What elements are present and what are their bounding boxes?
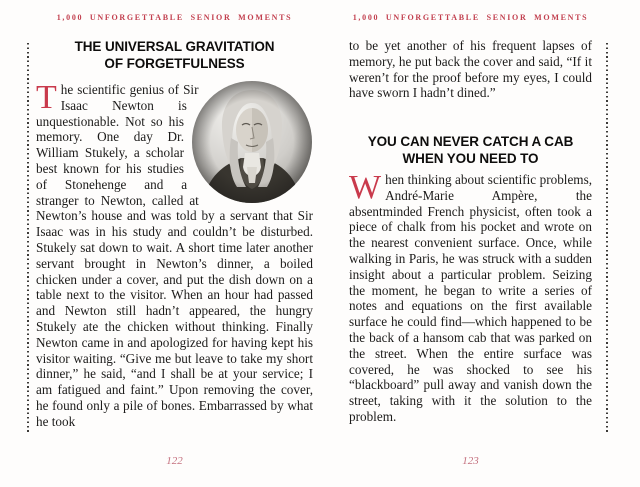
story-paragraph-right: hen thinking about scientific problems, André-Marie Ampère, the absentminded French physicist, often took a piece of chalk from his pocket and wrote on the nearest convenient surface. Once, while walking in Paris, he was struck with a sudden insight about a particular problem. Seizing the moment, he began to write a series of notes and equations on the first available surface he could find—which happened to be the back of a hansom cab that was parked on the street. When the entire surface was covered, he was shocked to see his “blackboard” pull away and vanish down the street, taking with it the solution to the problem. (349, 172, 592, 424)
right-page-edge-dotted-rule (606, 43, 608, 432)
left-page-edge-dotted-rule (27, 43, 29, 432)
story-body-right (349, 169, 592, 425)
continuation-paragraph: to be yet another of his frequent lapses of memory, he put back the cover and said, “If it weren’t for the proof before my eyes, I could have sworn I hadn’t dined.” (349, 38, 592, 101)
story-paragraph-left: he scientific genius of Sir Isaac Newton is unquestionable. Not so his memory. One day Dr. William Stukely, a scholar best known for his studies of Stonehenge and a stranger to Newton, called at Newton’s house and was told by a servant that Sir Isaac was in his study and couldn’t be disturbed. Stukely sat down to wait. A short time later another servant brought in Newton’s dinner, a boiled chicken under a cover, and put the dish down on a table next to the visitor. When an hour had passed and Newton still hadn’t appeared, the hungry Stukely ate the chicken without thinking. Finally Newton came in and apologized for having kept his visitor waiting. “Give me but leave to take my short dinner,” he said, “and I shall be at your service; I am fatigued and faint.” Upon removing the cover, he found only a pile of bones. Embarrassed by what he took (36, 82, 313, 429)
story-title-left (36, 38, 313, 72)
story-title-line-2: OF FORGETFULNESS (104, 56, 245, 71)
story-title-line-1: THE UNIVERSAL GRAVITATION (74, 39, 275, 54)
newton-portrait-image (191, 80, 313, 204)
story-title-right (349, 133, 592, 167)
dropcap-letter-left: T (36, 79, 57, 116)
dropcap-letter-right: W (349, 169, 382, 206)
page-number-left: 122 (166, 455, 183, 467)
running-header-right: 1,000 UNFORGETTABLE SENIOR MOMENTS (352, 13, 589, 22)
story-title-line-1: YOU CAN NEVER CATCH A CAB (367, 134, 574, 149)
page-number-right: 123 (462, 455, 479, 467)
story-title-line-2: WHEN YOU NEED TO (402, 151, 539, 166)
story-continuation-right (349, 38, 592, 101)
story-body-left (36, 79, 313, 430)
running-header-left: 1,000 UNFORGETTABLE SENIOR MOMENTS (56, 13, 293, 22)
